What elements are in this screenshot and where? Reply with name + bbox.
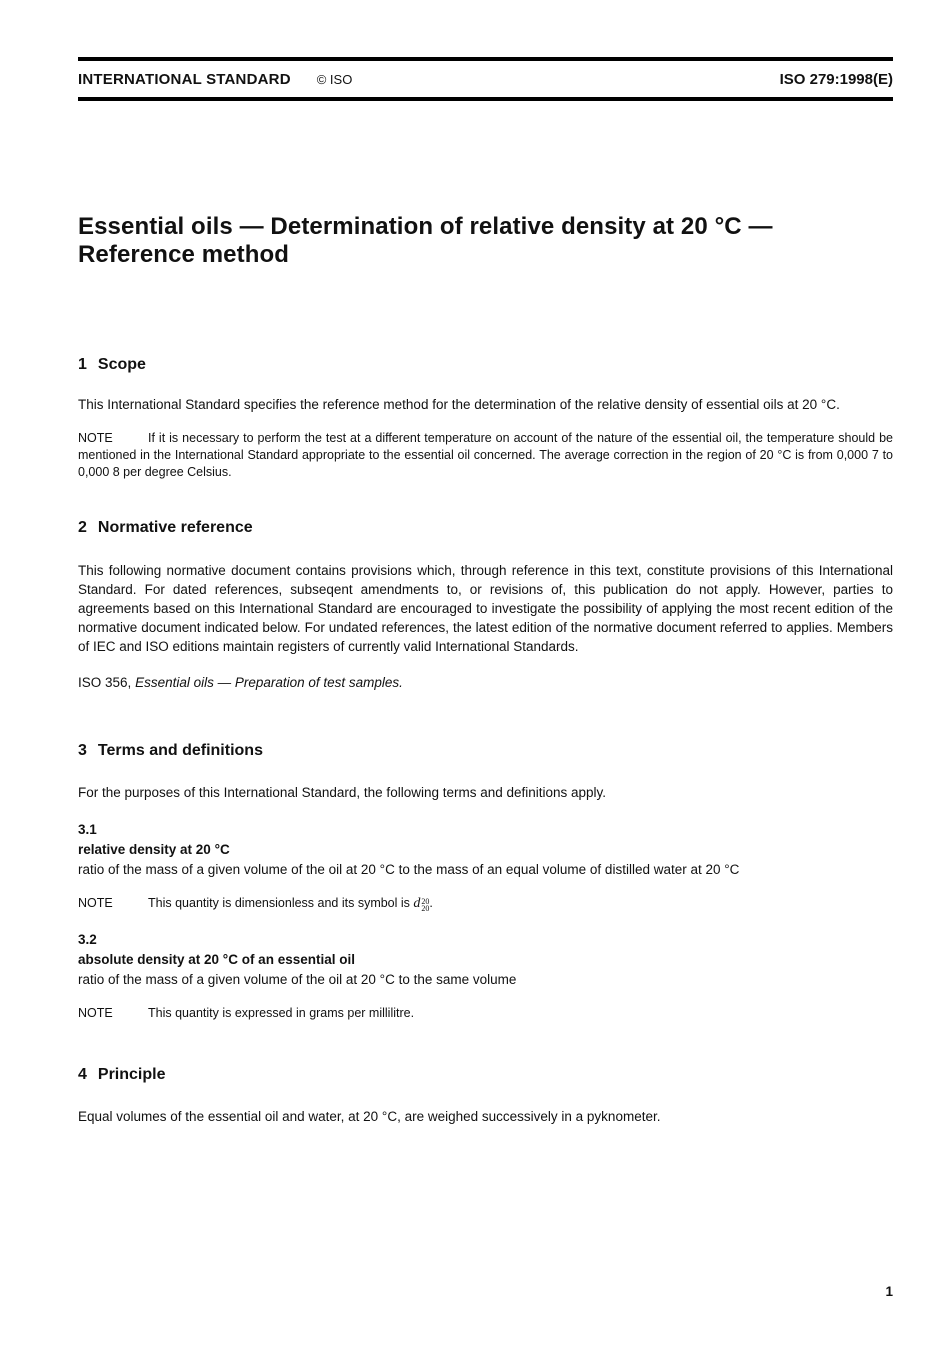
- doc-reference-number: ISO 279:1998(E): [779, 71, 893, 88]
- heading-terms-number: 3: [78, 742, 87, 759]
- term-3-1-note-label: NOTE: [78, 896, 113, 910]
- heading-principle-number: 4: [78, 1066, 87, 1083]
- heading-scope-text: Scope: [97, 356, 146, 373]
- term-3-2-note-label: NOTE: [78, 1006, 113, 1020]
- document-title-line1: Essential oils — Determination of relative density at 20 °C —: [78, 213, 773, 240]
- document-header: [78, 61, 893, 97]
- heading-terms-text: Terms and definitions: [97, 742, 263, 759]
- document-title-line2: Reference method: [78, 241, 289, 268]
- term-3-1-note-period: .: [429, 896, 433, 910]
- doc-type-label: INTERNATIONAL STANDARD: [78, 71, 291, 88]
- heading-principle-text: Principle: [97, 1066, 166, 1083]
- reference-id: ISO 356,: [78, 675, 132, 690]
- normative-reference-entry: [78, 673, 893, 692]
- term-3-1-name: relative density at 20 °C: [78, 842, 230, 857]
- scope-note-label: NOTE: [78, 431, 113, 445]
- terms-intro: For the purposes of this International Standard, the following terms and definitions apply.: [78, 785, 607, 800]
- scope-note-text: If it is necessary to perform the test at a different temperature on account of the nature of the essential oil, the temperature should be mentioned in the International Standard appropriate to the essential oil concerned. The average correction in the region of 20 °C is from 0,000 7 to 0,000 8 per degree Celsius.: [78, 431, 893, 479]
- copyright-iso-label: © ISO: [316, 72, 353, 87]
- relative-density-symbol: [413, 896, 429, 911]
- term-3-1-number: 3.1: [78, 822, 97, 837]
- term-3-1-definition: ratio of the mass of a given volume of the oil at 20 °C to the mass of an equal volume of distilled water at 20 °C: [78, 862, 740, 877]
- term-3-2: [78, 930, 893, 990]
- term-3-2-number: 3.2: [78, 932, 97, 947]
- symbol-d: d: [413, 896, 421, 911]
- term-3-2-note-text: This quantity is expressed in grams per millilitre.: [148, 1006, 415, 1020]
- normative-paragraph: This following normative document contains provisions which, through reference in this text, constitute provisions of this International Standard. For dated references, subseqent amendments to, or revisions of, this publication do not apply. However, parties to agreements based on this International Standard are encouraged to investigate the possibility of applying the most recent edition of the normative document indicated below. For undated references, the latest edition of the normative document referred to applies. Members of IEC and ISO editions maintain registers of currently valid International Standards.: [78, 563, 893, 654]
- scope-paragraph: This International Standard specifies the reference method for the determination of the relative density of essential oils at 20 °C.: [78, 397, 840, 412]
- heading-normative-number: 2: [78, 519, 87, 536]
- heading-normative-reference: [78, 518, 893, 537]
- page-number: 1: [885, 1284, 893, 1299]
- header-bottom-rule: [78, 97, 893, 101]
- heading-scope-number: 1: [78, 356, 87, 373]
- term-3-2-definition: ratio of the mass of a given volume of the oil at 20 °C to the same volume: [78, 972, 517, 987]
- term-3-1: [78, 820, 893, 880]
- heading-principle: [78, 1065, 893, 1084]
- heading-scope: [78, 355, 893, 374]
- term-3-2-note: [78, 1005, 893, 1022]
- page-content: [78, 57, 893, 1126]
- scope-note: [78, 430, 893, 481]
- term-3-2-name: absolute density at 20 °C of an essential oil: [78, 952, 355, 967]
- heading-terms-definitions: [78, 741, 893, 760]
- principle-paragraph: Equal volumes of the essential oil and water, at 20 °C, are weighed successively in a pyknometer.: [78, 1109, 661, 1124]
- document-title: [78, 213, 893, 269]
- symbol-subscript: 20: [421, 904, 430, 913]
- term-3-1-note-text: This quantity is dimensionless and its symbol is: [148, 896, 414, 910]
- symbol-superscript: 20: [421, 897, 430, 906]
- reference-title: Essential oils — Preparation of test samples.: [135, 675, 403, 690]
- term-3-1-note: [78, 895, 893, 912]
- heading-normative-text: Normative reference: [97, 519, 253, 536]
